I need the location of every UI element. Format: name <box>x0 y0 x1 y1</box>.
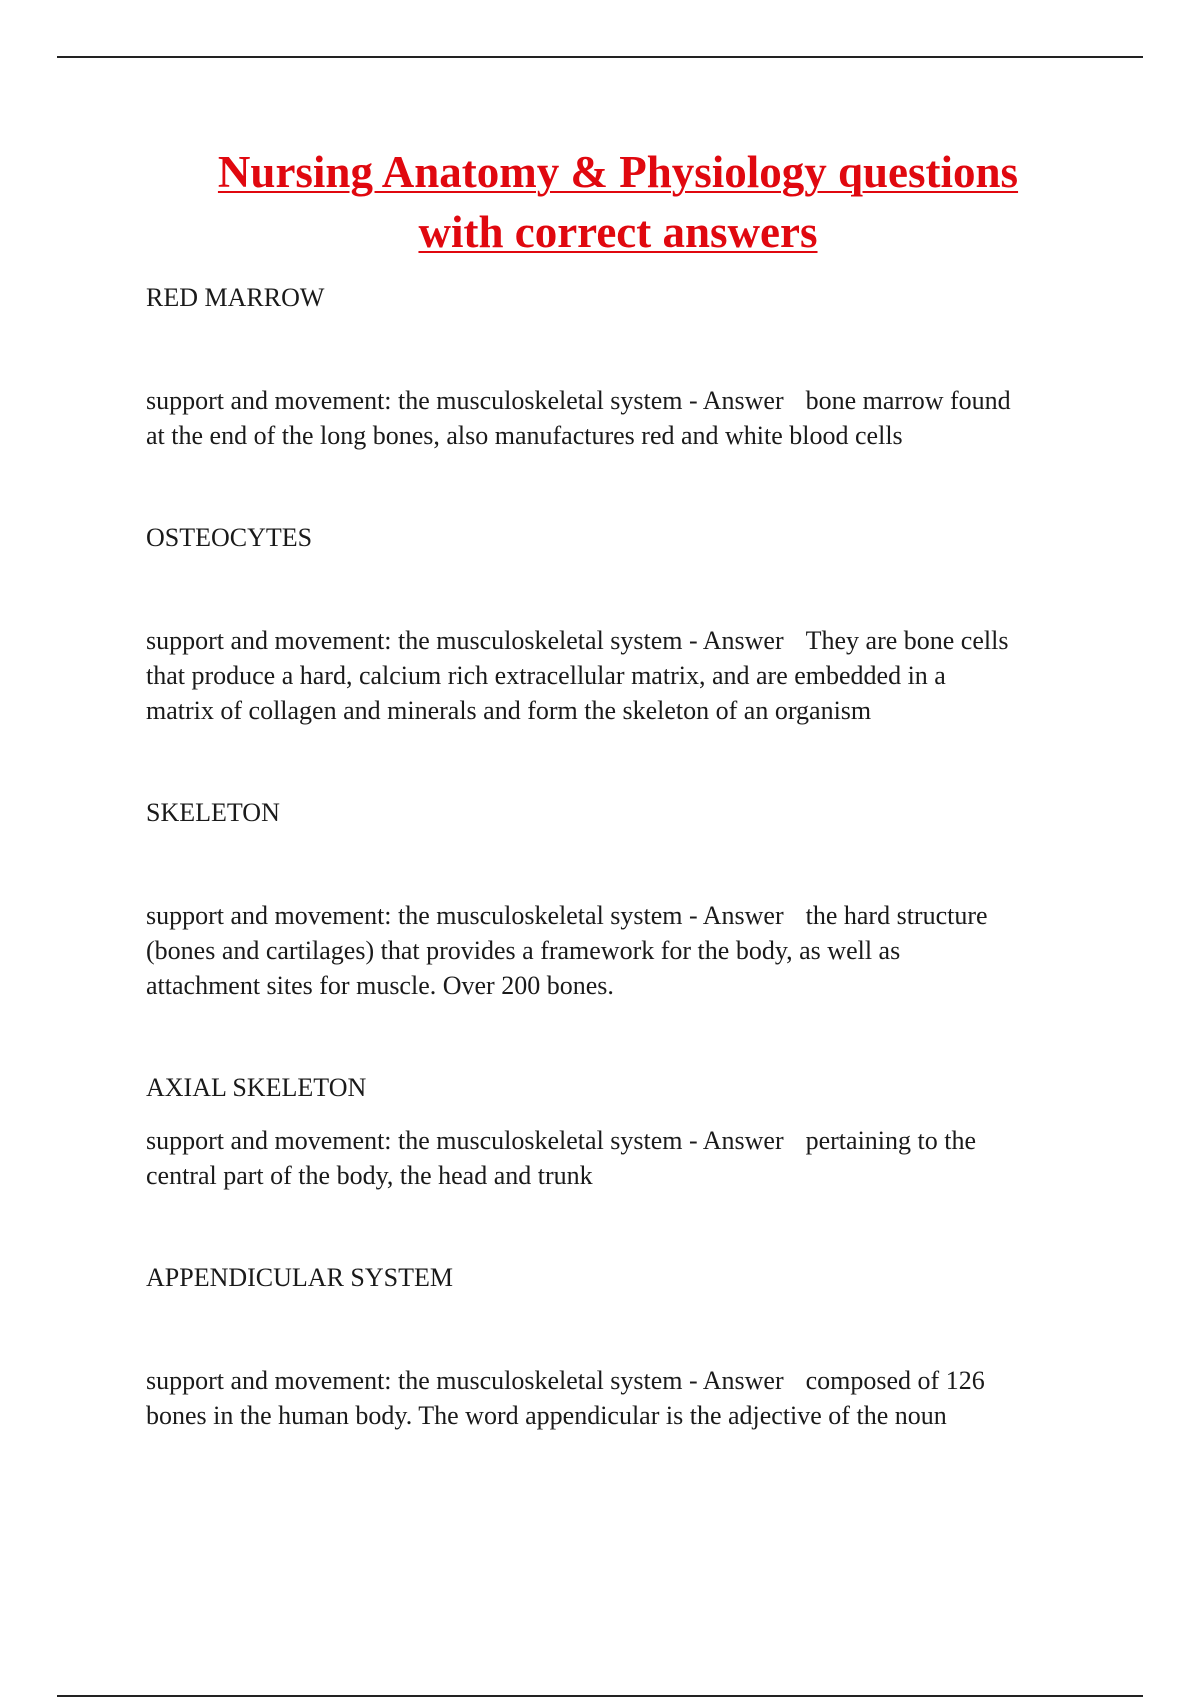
title-line-2: with correct answers <box>418 207 818 257</box>
answer-line: central part of the body, the head and trunk <box>146 1161 593 1190</box>
answer-line: bones in the human body. The word appendicular is the adjective of the noun <box>146 1401 947 1430</box>
card-term: OSTEOCYTES <box>146 523 313 552</box>
card-term: APPENDICULAR SYSTEM <box>146 1263 453 1292</box>
card-term: RED MARROW <box>146 283 325 312</box>
answer-line: (bones and cartilages) that provides a framework for the body, as well as <box>146 936 901 965</box>
answer-prefix: support and movement: the musculoskeletal system - Answer <box>146 1366 784 1395</box>
answer-line: that produce a hard, calcium rich extracellular matrix, and are embedded in a <box>146 661 946 690</box>
answer-text: the hard structure <box>805 901 988 930</box>
card-answer <box>146 1123 976 1193</box>
answer-line <box>146 1363 985 1398</box>
answer-line <box>146 898 988 933</box>
title-line-1: Nursing Anatomy & Physiology questions <box>217 147 1019 197</box>
page-title <box>100 142 1136 262</box>
answer-prefix: support and movement: the musculoskeletal system - Answer <box>146 386 784 415</box>
answer-text: bone marrow found <box>805 386 1011 415</box>
answer-line: at the end of the long bones, also manufactures red and white blood cells <box>146 421 903 450</box>
card-answer <box>146 383 1011 453</box>
card-answer <box>146 898 988 1003</box>
answer-text: pertaining to the <box>805 1126 977 1155</box>
top-rule <box>57 56 1143 58</box>
card-answer <box>146 1363 985 1433</box>
card-answer <box>146 623 1008 728</box>
answer-line: matrix of collagen and minerals and form the skeleton of an organism <box>146 696 872 725</box>
card-term: SKELETON <box>146 798 280 827</box>
answer-line <box>146 383 1011 418</box>
card-term: AXIAL SKELETON <box>146 1073 367 1102</box>
answer-line: attachment sites for muscle. Over 200 bones. <box>146 971 614 1000</box>
answer-text: They are bone cells <box>805 626 1009 655</box>
answer-text: composed of 126 <box>805 1366 985 1395</box>
answer-line <box>146 623 1008 658</box>
bottom-rule <box>57 1695 1143 1697</box>
answer-prefix: support and movement: the musculoskeletal system - Answer <box>146 1126 784 1155</box>
answer-line <box>146 1123 976 1158</box>
answer-prefix: support and movement: the musculoskeletal system - Answer <box>146 901 784 930</box>
answer-prefix: support and movement: the musculoskeletal system - Answer <box>146 626 784 655</box>
